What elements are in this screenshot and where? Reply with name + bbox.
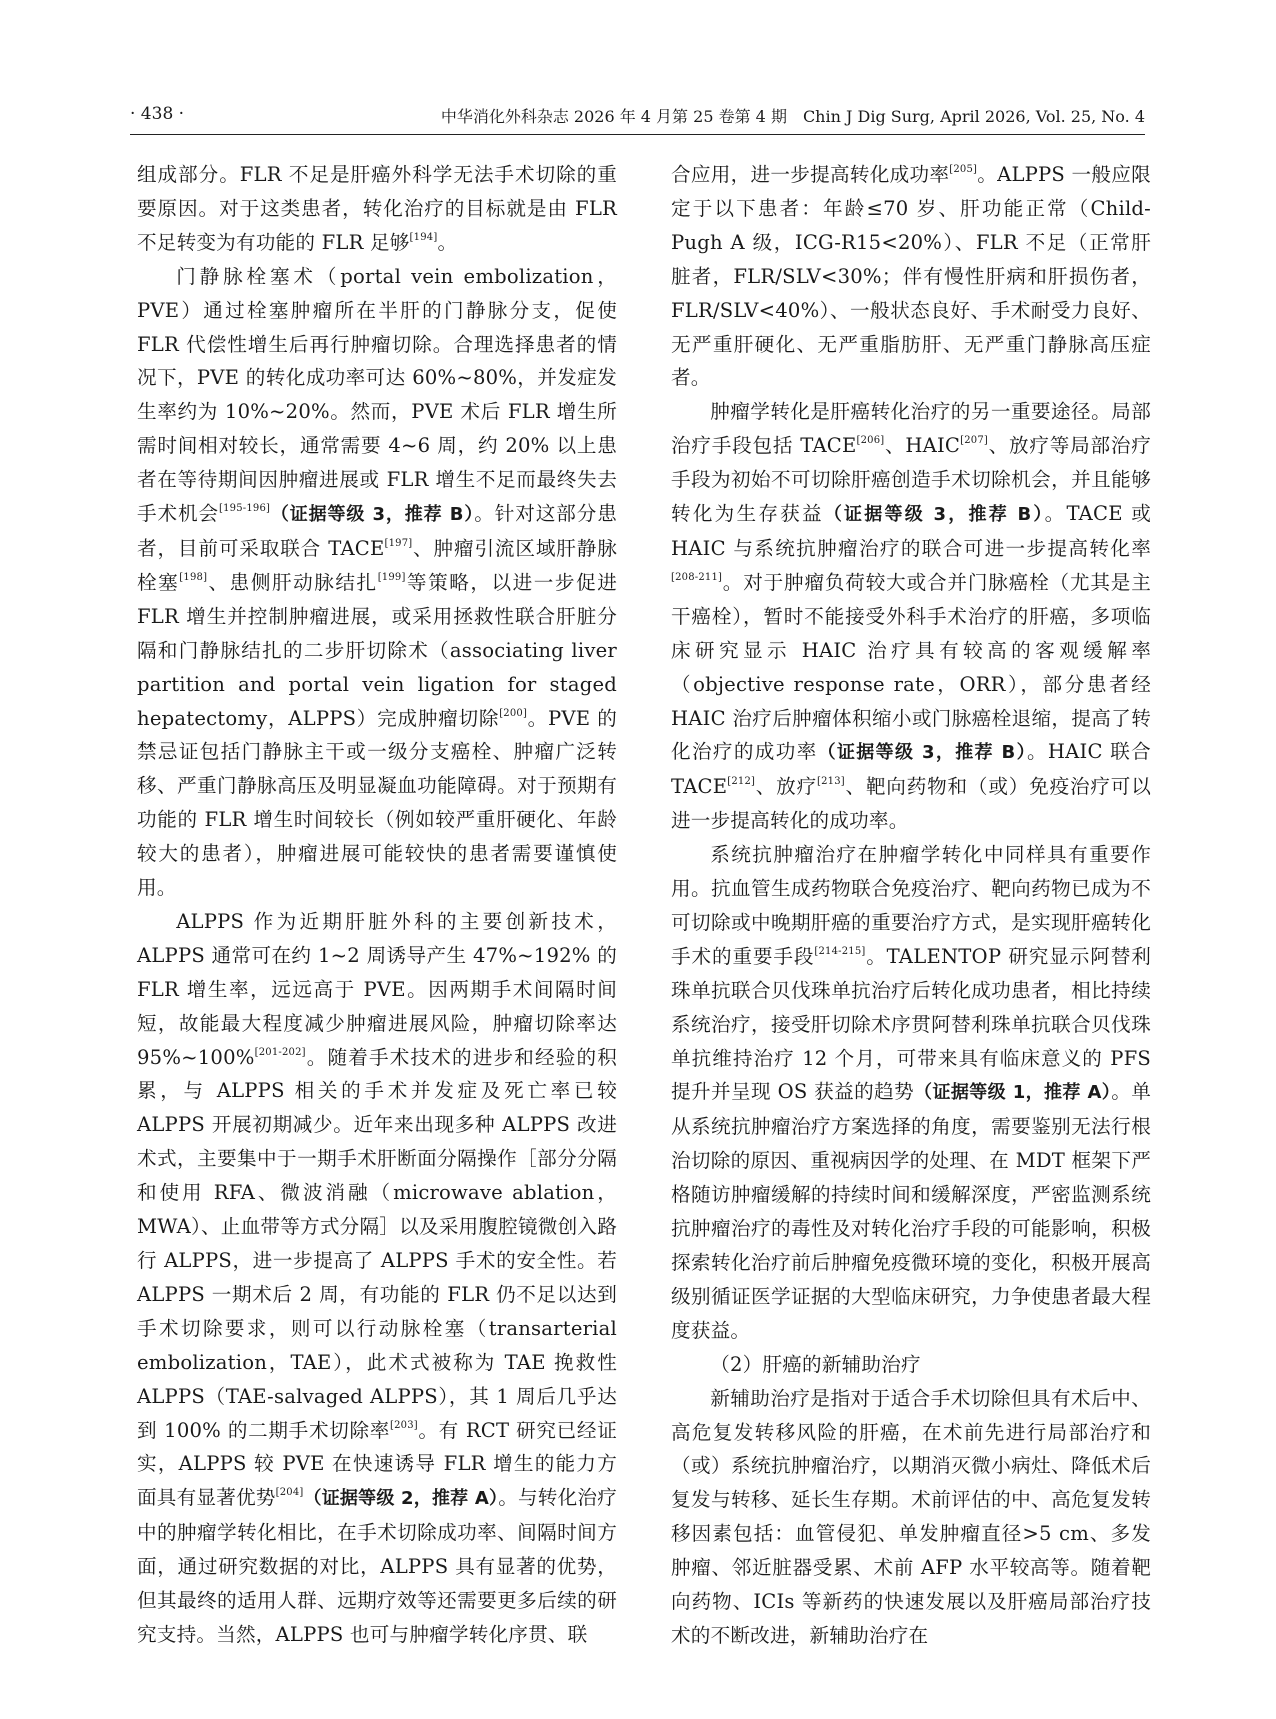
citation: [207] xyxy=(960,435,989,447)
paragraph: 肿瘤学转化是肝癌转化治疗的另一重要途径。局部治疗手段包括 TACE[206]、HAIC[207]、放疗等局部治疗手段为初始不可切除肝癌创造手术切除机会，并且能够转化为生存获益（证据等级 3，推荐 B）。TACE 或 HAIC 与系统抗肿瘤治疗的联合可进一步提高转化率[208-211]。对于肿瘤负荷较大或合并门脉癌栓（尤其是主干癌栓），暂时不能接受外科手术治疗的肝癌，多项临床研究显示 HAIC 治疗具有较高的客观缓解率（objective response rate，ORR），部分患者经 HAIC 治疗后肿瘤体积缩小或门脉癌栓退缩，提高了转化治疗的成功率（证据等级 3，推荐 B）。HAIC 联合 TACE[212]、放疗[213]、靶向药物和（或）免疫治疗可以进一步提高转化的成功率。 xyxy=(671,400,1151,833)
citation: [213] xyxy=(816,776,845,788)
paragraph: 组成部分。FLR 不足是肝癌外科学无法手术切除的重要原因。对于这类患者，转化治疗的目标就是由 FLR 不足转变为有功能的 FLR 足够[194]。 xyxy=(137,163,617,254)
paragraph: 合应用，进一步提高转化成功率[205]。ALPPS 一般应限定于以下患者：年龄≤70 岁、肝功能正常（Child-Pugh A 级，ICG-R15<20%）、FLR 不足（正常肝脏者，FLR/SLV<30%；伴有慢性肝病和肝损伤者，FLR/SLV<40%）、一般状态良好、手术耐受力良好、无严重肝硬化、无严重脂肪肝、无严重门静脉高压症者。 xyxy=(671,163,1151,390)
section-heading: （2）肝癌的新辅助治疗 xyxy=(710,1352,921,1376)
paragraph: 门静脉栓塞术（portal vein embolization，PVE）通过栓塞肿瘤所在半肝的门静脉分支，促使 FLR 代偿性增生后再行肿瘤切除。合理选择患者的情况下，PVE 的转化成功率可达 60%~80%，并发症发生率约为 10%~20%。然而，PVE 术后 FLR 增生所需时间相对较长，通常需要 4~6 周，约 20% 以上患者在等待期间因肿瘤进展或 FLR 增生不足而最终失去手术机会[195-196]（证据等级 3，推荐 B）。针对这部分患者，目前可采取联合 TACE[197]、肿瘤引流区域肝静脉栓塞[198]、患侧肝动脉结扎[199]等策略，以进一步促进 FLR 增生并控制肿瘤进展，或采用拯救性联合肝脏分隔和门静脉结扎的二步肝切除术（associating liver partition and portal vein ligation for staged hepatectomy，ALPPS）完成肿瘤切除[200]。PVE 的禁忌证包括门静脉主干或一级分支癌栓、肿瘤广泛转移、严重门静脉高压及明显凝血功能障碍。对于预期有功能的 FLR 增生时间较长（例如较严重肝硬化、年龄较大的患者），肿瘤进展可能较快的患者需要谨慎使用。 xyxy=(137,264,618,900)
citation: [203] xyxy=(390,1419,418,1431)
right-column xyxy=(671,158,1151,1653)
evidence-level: （证据等级 3，推荐 B） xyxy=(823,504,1045,526)
citation: [204] xyxy=(275,1487,304,1499)
running-header xyxy=(130,100,1145,135)
citation: [197] xyxy=(384,537,413,549)
citation: [212] xyxy=(727,776,756,788)
citation: [201-202] xyxy=(254,1046,306,1058)
journal-citation: 中华消化外科杂志 2026 年 4 月第 25 卷第 4 期 Chin J Dig Surg, April 2026, Vol. 25, No. 4 xyxy=(440,107,1145,126)
evidence-level: （证据等级 3，推荐 B） xyxy=(270,504,475,526)
citation: [206] xyxy=(856,435,885,447)
page-number: · 438 · xyxy=(130,104,185,124)
evidence-level: （证据等级 1，推荐 A） xyxy=(914,1082,1112,1104)
left-column xyxy=(137,158,617,1652)
citation: [208-211] xyxy=(671,571,723,583)
citation: [198] xyxy=(179,571,208,583)
paragraph: ALPPS 作为近期肝脏外科的主要创新技术，ALPPS 通常可在约 1~2 周诱导产生 47%~192% 的 FLR 增生率，远远高于 PVE。因两期手术间隔时间短，故能最大程度减少肿瘤进展风险，肿瘤切除率达 95%~100%[201-202]。随着手术技术的进步和经验的积累，与 ALPPS 相关的手术并发症及死亡率已较 ALPPS 开展初期减少。近年来出现多种 ALPPS 改进术式，主要集中于一期手术肝断面分隔操作［部分分隔和使用 RFA、微波消融（microwave ablation，MWA）、止血带等方式分隔］以及采用腹腔镜微创入路行 ALPPS，进一步提高了 ALPPS 手术的安全性。若 ALPPS 一期术后 2 周，有功能的 FLR 仍不足以达到手术切除要求，则可以行动脉栓塞（transarterial embolization，TAE），此术式被称为 TAE 挽救性 ALPPS（TAE-salvaged ALPPS），其 1 周后几乎达到 100% 的二期手术切除率[203]。有 RCT 研究已经证实，ALPPS 较 PVE 在快速诱导 FLR 增生的能力方面具有显著优势[204]（证据等级 2，推荐 A）。与转化治疗中的肿瘤学转化相比，在手术切除成功率、间隔时间方面，通过研究数据的对比，ALPPS 具有显著的优势，但其最终的适用人群、远期疗效等还需要更多后续的研究支持。当然，ALPPS 也可与肿瘤学转化序贯、联 xyxy=(137,909,618,1646)
paragraph: 新辅助治疗是指对于适合手术切除但具有术后中、高危复发转移风险的肝癌，在术前先进行局部治疗和（或）系统抗肿瘤治疗，以期消灭微小病灶、降低术后复发与转移、延长生存期。术前评估的中、高危复发转移因素包括：血管侵犯、单发肿瘤直径>5 cm、多发肿瘤、邻近脏器受累、术前 AFP 水平较高等。随着靶向药物、ICIs 等新药的快速发展以及肝癌局部治疗技术的不断改进，新辅助治疗在 xyxy=(671,1386,1151,1647)
citation: [200] xyxy=(499,707,528,719)
citation: [199] xyxy=(377,571,406,583)
evidence-level: （证据等级 3，推荐 B） xyxy=(817,742,1027,764)
citation: [214-215] xyxy=(814,945,866,957)
citation: [195-196] xyxy=(218,503,271,515)
evidence-level: （证据等级 2，推荐 A） xyxy=(303,1488,499,1510)
paragraph: 系统抗肿瘤治疗在肿瘤学转化中同样具有重要作用。抗血管生成药物联合免疫治疗、靶向药物已成为不可切除或中晚期肝癌的重要治疗方式，是实现肝癌转化手术的重要手段[214-215]。TALENTOP 研究显示阿替利珠单抗联合贝伐珠单抗治疗后转化成功患者，相比持续系统治疗，接受肝切除术序贯阿替利珠单抗联合贝伐珠单抗维持治疗 12 个月，可带来具有临床意义的 PFS 提升并呈现 OS 获益的趋势（证据等级 1，推荐 A）。单从系统抗肿瘤治疗方案选择的角度，需要鉴别无法行根治切除的原因、重视病因学的处理、在 MDT 框架下严格随访肿瘤缓解的持续时间和缓解深度，严密监测系统抗肿瘤治疗的毒性及对转化治疗手段的可能影响，积极探索转化治疗前后肿瘤免疫微环境的变化，积极开展高级别循证医学证据的大型临床研究，力争使患者最大程度获益。 xyxy=(671,843,1151,1342)
citation: [194] xyxy=(409,231,438,243)
citation: [205] xyxy=(949,164,978,175)
